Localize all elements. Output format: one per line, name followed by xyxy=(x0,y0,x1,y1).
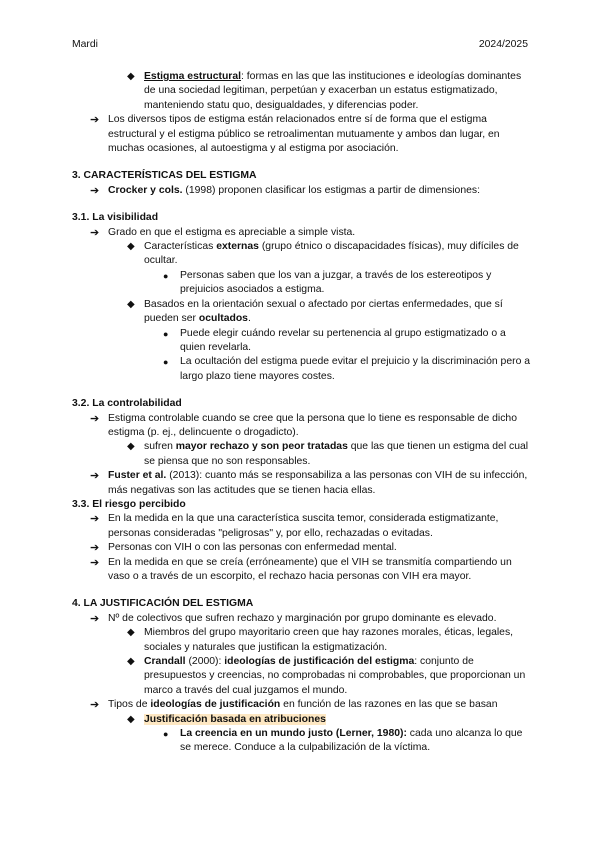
list-item xyxy=(72,612,532,626)
arrow-bullet-icon: ➔ xyxy=(90,612,100,625)
paragraph-text: Grado en que el estigma es apreciable a simple vista. xyxy=(108,226,356,238)
diamond-bullet-icon: ◆ xyxy=(127,71,135,82)
paragraph-text: En la medida en la que una característica suscita temor, considerada estigmatizante, personas consideradas "peligrosas" y, por ello, rechazadas o evitadas. xyxy=(108,513,499,539)
list-item xyxy=(72,698,532,712)
arrow-bullet-icon: ➔ xyxy=(90,184,100,197)
paragraph-text: Personas con VIH o con las personas con enfermedad mental. xyxy=(108,542,397,554)
bold-term: ideologías de justificación del estigma xyxy=(224,656,415,668)
text-part: . xyxy=(247,313,251,325)
arrow-bullet-icon: ➔ xyxy=(90,699,100,712)
list-item xyxy=(72,269,532,298)
arrow-bullet-icon: ➔ xyxy=(90,556,100,569)
subsection-heading: 3.1. La visibilidad xyxy=(72,212,159,224)
list-item xyxy=(72,327,532,356)
list-item xyxy=(72,626,532,655)
highlighted-term: Justificación basada en atribuciones xyxy=(144,713,326,725)
paragraph-text: (1998) proponen clasificar los estigmas a partir de dimensiones: xyxy=(182,184,480,196)
text-part: cada uno alcanza lo que se merece. Conduce a la culpabilización de la víctima. xyxy=(180,728,523,754)
list-item xyxy=(72,556,532,585)
dot-bullet-icon: ● xyxy=(163,357,169,368)
text-part: Características xyxy=(144,241,217,253)
list-item xyxy=(72,226,532,240)
paragraph-text: Miembros del grupo mayoritario creen que hay razones morales, éticas, legales, sociales y naturales que justifican la estigmatización. xyxy=(144,627,514,653)
paragraph-text: (2013): cuanto más se responsabiliza a las personas con VIH de su infección, más negativas son las actitudes que se tienen hacia ellas. xyxy=(108,470,528,496)
arrow-bullet-icon: ➔ xyxy=(90,412,100,425)
section-heading: 4. LA JUSTIFICACIÓN DEL ESTIGMA xyxy=(72,598,254,610)
paragraph-text: Nº de colectivos que sufren rechazo y marginación por grupo dominante es elevado. xyxy=(108,612,497,624)
text-part: : conjunto de presupuestos y creencias, no comprobadas ni comprobables, que proporcionan un marco a través del cual juzgamos el mundo. xyxy=(144,656,526,696)
text-part: Basados en la orientación sexual o afectado por ciertas enfermedades, que sí pueden ser xyxy=(144,298,503,325)
arrow-bullet-icon: ➔ xyxy=(90,542,100,555)
paragraph-text: Personas saben que los van a juzgar, a través de los estereotipos y prejuicios asociados a estigma. xyxy=(180,269,492,296)
text-part: (2000): xyxy=(185,656,225,668)
author-name: Crandall xyxy=(144,656,186,668)
list-item xyxy=(72,240,532,269)
arrow-bullet-icon: ➔ xyxy=(90,513,100,526)
text-part: (grupo étnico o discapacidades físicas), muy difíciles de ocultar. xyxy=(144,241,519,267)
diamond-bullet-icon: ◆ xyxy=(127,241,135,253)
list-item xyxy=(72,655,532,698)
page-header xyxy=(72,38,528,52)
text-part: que las que tienen un estigma del cual se piensa que no son responsables. xyxy=(144,441,529,467)
list-item xyxy=(72,70,532,113)
subsection-heading: 3.3. El riesgo percibido xyxy=(72,498,186,510)
list-item xyxy=(72,512,532,541)
paragraph-text: La ocultación del estigma puede evitar el prejuicio y la discriminación pero a largo plazo tiene mayores costes. xyxy=(180,356,531,382)
bold-term: ocultados xyxy=(198,313,248,325)
list-item xyxy=(72,541,532,555)
list-item xyxy=(72,113,532,156)
diamond-bullet-icon: ◆ xyxy=(127,656,135,668)
text-part: en función de las razones en las que se basan xyxy=(280,699,498,711)
list-item xyxy=(72,727,532,756)
header-left-label: Mardi xyxy=(72,39,98,50)
arrow-bullet-icon: ➔ xyxy=(90,470,100,483)
list-item xyxy=(72,184,532,198)
header-right-label: 2024/2025 xyxy=(478,39,528,50)
paragraph-text: Puede elegir cuándo revelar su pertenencia al grupo estigmatizado o a quien revelarla. xyxy=(180,327,506,353)
list-item xyxy=(72,298,532,327)
dot-bullet-icon: ● xyxy=(163,729,169,740)
diamond-bullet-icon: ◆ xyxy=(127,298,135,310)
text-part: sufren xyxy=(144,441,176,453)
definition-text: : formas en las que las instituciones e ideologías dominantes de una sociedad legitiman, perpetúan y exacerban un estatus estigmatizado, manteniendo statu quo, desigualdades, y diferencias poder. xyxy=(144,71,522,111)
arrow-bullet-icon: ➔ xyxy=(90,114,100,127)
diamond-bullet-icon: ◆ xyxy=(127,713,135,725)
list-item xyxy=(72,713,532,727)
author-name: Fuster et al. xyxy=(108,470,167,482)
dot-bullet-icon: ● xyxy=(163,270,169,281)
diamond-bullet-icon: ◆ xyxy=(127,441,135,453)
bold-term: La creencia en un mundo justo (Lerner, 1980): xyxy=(180,728,407,740)
list-item xyxy=(72,469,532,498)
term-estigma-estructural: Estigma estructural xyxy=(144,71,242,82)
paragraph-text: En la medida en que se creía (erróneamente) que el VIH se transmitía compartiendo un vaso o a través de un escorpito, el rechazo hacia personas con VIH era mayor. xyxy=(108,556,512,582)
subsection-heading: 3.2. La controlabilidad xyxy=(72,398,182,410)
bold-term: mayor rechazo y son peor tratadas xyxy=(175,441,348,453)
paragraph-text: Los diversos tipos de estigma están relacionados entre sí de forma que el estigma estructural y el estigma público se retroalimentan mutuamente y ambos dan lugar, en muchas ocasiones, al autoestigma y al estigma por asociación. xyxy=(108,114,500,155)
bold-term: ideologías de justificación xyxy=(150,699,281,711)
list-item xyxy=(72,355,532,384)
arrow-bullet-icon: ➔ xyxy=(90,226,100,239)
list-item xyxy=(72,412,532,441)
list-item xyxy=(72,440,532,469)
diamond-bullet-icon: ◆ xyxy=(127,627,135,639)
section-heading: 3. CARACTERÍSTICAS DEL ESTIGMA xyxy=(72,170,257,182)
bold-term: externas xyxy=(216,241,259,253)
dot-bullet-icon: ● xyxy=(163,328,169,339)
document-body xyxy=(72,70,532,756)
paragraph-text: Estigma controlable cuando se cree que la persona que lo tiene es responsable de dicho estigma (p. ej., delincuente o drogadicto). xyxy=(108,412,517,438)
text-part: Tipos de xyxy=(108,699,151,711)
author-name: Crocker y cols. xyxy=(108,184,183,196)
